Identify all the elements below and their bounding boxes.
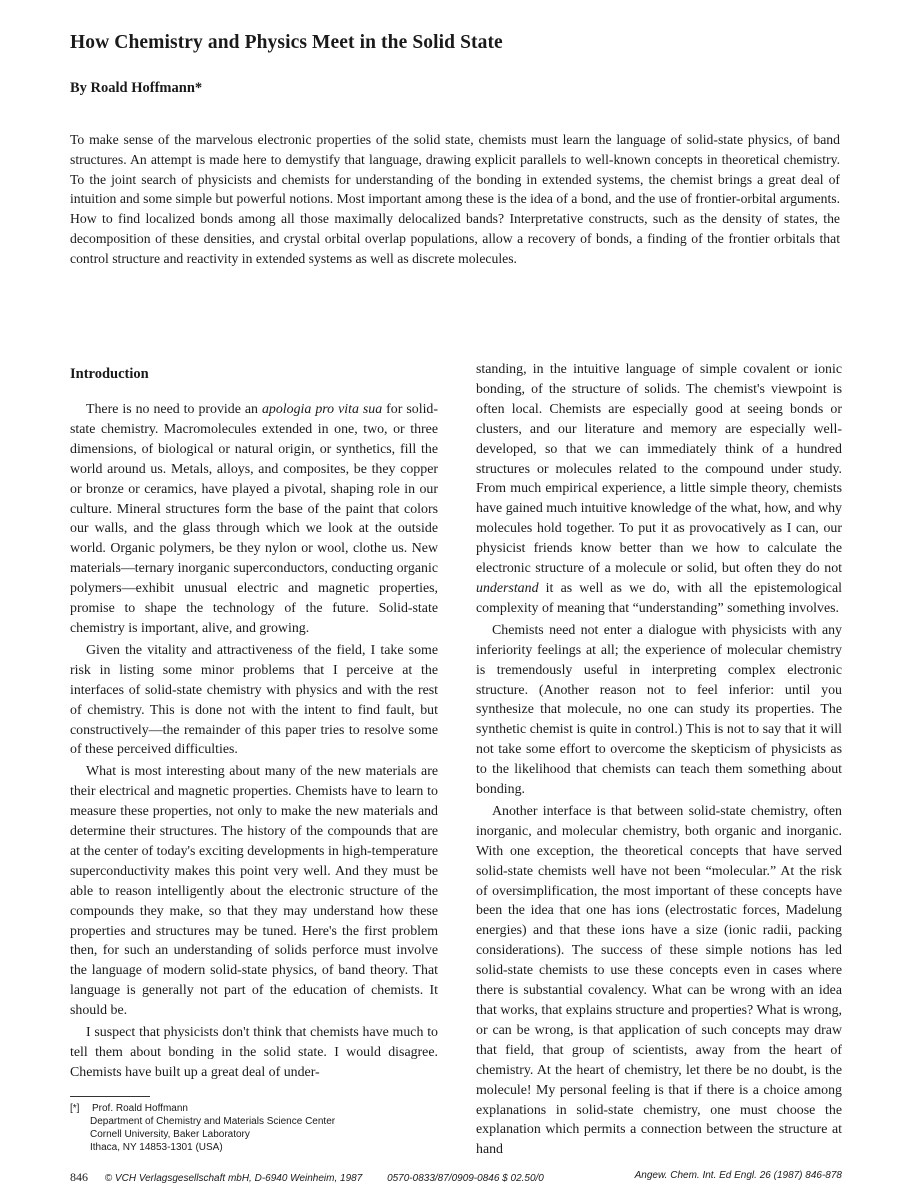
footnote-dept: Department of Chemistry and Materials Science Center (90, 1116, 336, 1127)
paragraph (70, 400, 438, 639)
paragraph: Given the vitality and attractiveness of the field, I take some risk in listing some minor problems that I perceive at the interfaces of solid-state chemistry with physics and with the rest of chemistry. This is done not with the intent to find fault, but constructively—the remainder of this paper tries to resolve some of these perceived difficulties. (70, 642, 438, 758)
paragraph: Another interface is that between solid-state chemistry, often inorganic, and molecular chemistry, both organic and inorganic. With one exception, the theoretical concepts that have served solid-state chemists well have not been “molecular.” At the risk of oversimplification, the most important of these concepts have been the idea that one has ions (electrostatic forces, Madelung energies) and that these ions have a size (ionic radii, packing considerations). The success of these simple notions has led solid-state chemists to use these concepts even in cases where there is substantial covalency. What can be wrong with an idea that works, that explains structure and properties? What is wrong, or can be wrong, is that application of such concepts may draw that field, that group of scientists, away from the heart of chemistry. At the heart of chemistry, let there be no doubt, is the molecule! My personal feeling is that if there is a choice among explanations in solid-state chemistry, one must choose the explanation which permits a connection between the structure at hand (476, 803, 842, 1158)
left-column (70, 360, 438, 1085)
footnote-name: Prof. Roald Hoffmann (92, 1103, 188, 1114)
footnote-mark: [*] (70, 1103, 80, 1114)
publisher-line: © VCH Verlagsgesellschaft mbH, D-6940 Weinheim, 1987 (104, 1173, 363, 1184)
article-author: By Roald Hoffmann* (70, 80, 203, 96)
paragraph (476, 360, 842, 619)
journal-citation: Angew. Chem. Int. Ed Engl. 26 (1987) 846-878 (634, 1170, 842, 1181)
article-title: How Chemistry and Physics Meet in the Solid State (70, 32, 503, 53)
footnote-city: Ithaca, NY 14853-1301 (USA) (90, 1142, 223, 1153)
paragraph: What is most interesting about many of the new materials are their electrical and magnetic properties. Chemists have to learn to measure these properties, not only to make the new materials and determine their structures. The history of the compounds that are at the center of today's exciting developments in high-temperature superconductivity makes this point very well. And they must be able to reason intelligently about the electronic structure of the compounds they make, so that they may understand how these properties and structures may be tuned. Here's the first problem then, for such an understanding of solids perforce must involve the language of modern solid-state physics, of band theory. That language is generally not part of the education of chemists. It should be. (70, 764, 438, 1019)
paragraph-text: There is no need to provide an (86, 402, 262, 417)
paragraph-text: standing, in the intuitive language of simple covalent or ionic bonding, of the structure of solids. The chemist's viewpoint is often local. Chemists are especially good at seeing bonds or clusters, and our literature and memory are especially well-developed, so that we can immediately think of a hundred structures or molecules related to the compound under study. From much empirical experience, a little simple theory, chemists have gained much intuitive knowledge of the what, how, and why molecules hold together. To put it as provocatively as I can, our physicist friends know better than we how to calculate the electronic structure of a molecule or solid, but often they do not (476, 362, 842, 577)
page-footer (70, 1170, 842, 1185)
paragraph-text: it as well as we do, with all the epistemological complexity of meaning that “understanding” something involves. (476, 580, 842, 616)
abstract: To make sense of the marvelous electronic properties of the solid state, chemists must learn the language of solid-state physics, of band structures. An attempt is made here to demystify that language, drawing explicit parallels to well-known concepts in theoretical chemistry. To the joint search of physicists and chemists for understanding of the bonding in extended systems, the chemist brings a great deal of intuition and some simple but powerful notions. Most important among these is the idea of a bond, and the use of frontier-orbital arguments. How to find localized bonds among all those maximally delocalized bands? Interpretative constructs, such as the density of states, the decomposition of these densities, and crystal orbital overlap populations, allow a recovery of bonds, a finding of the frontier orbitals that control structure and reactivity in extended systems as well as discrete molecules. (70, 132, 840, 266)
paragraph-text: for solid-state chemistry. Macromolecules extended in one, two, or three dimensions, of biological or natural origin, or synthetics, fill the world around us. Metals, alloys, and composites, be they copper or bronze or ceramics, have played a pivotal, shaping role in our culture. Mineral structures form the base of the paint that colors our walls, and the glass through which we look at the outside world. Organic polymers, be they nylon or wool, clothe us. New materials—ternary inorganic superconductors, conducting organic polymers—exhibit unusual electric and magnetic properties, promise to shape the technology of the future. Solid-state chemistry is important, alive, and growing. (70, 402, 438, 636)
footnote-divider (70, 1096, 150, 1097)
page-number: 846 (70, 1170, 88, 1184)
italic-phrase: understand (476, 580, 539, 596)
author-footnote (70, 1102, 335, 1154)
section-heading-introduction: Introduction (70, 366, 149, 382)
paragraph: Chemists need not enter a dialogue with physicists with any inferiority feelings at all; the experience of molecular chemistry is tremendously useful in interpreting complex electronic structure. (Another reason not to feel inferior: until you synthesize that molecule, no one can study its properties. The synthetic chemist is quite in control.) This is not to say that it will not take some effort to overcome the skepticism of physicists as to the likelihood that chemists can teach them something about bonding. (476, 622, 842, 798)
paragraph: I suspect that physicists don't think that chemists have much to tell them about bonding in the solid state. I would disagree. Chemists have built up a great deal of under- (70, 1025, 438, 1080)
right-column (476, 360, 842, 1162)
footnote-institution: Cornell University, Baker Laboratory (90, 1129, 250, 1140)
italic-phrase: apologia pro vita sua (261, 402, 383, 417)
article-code: 0570-0833/87/0909-0846 $ 02.50/0 (387, 1173, 544, 1184)
